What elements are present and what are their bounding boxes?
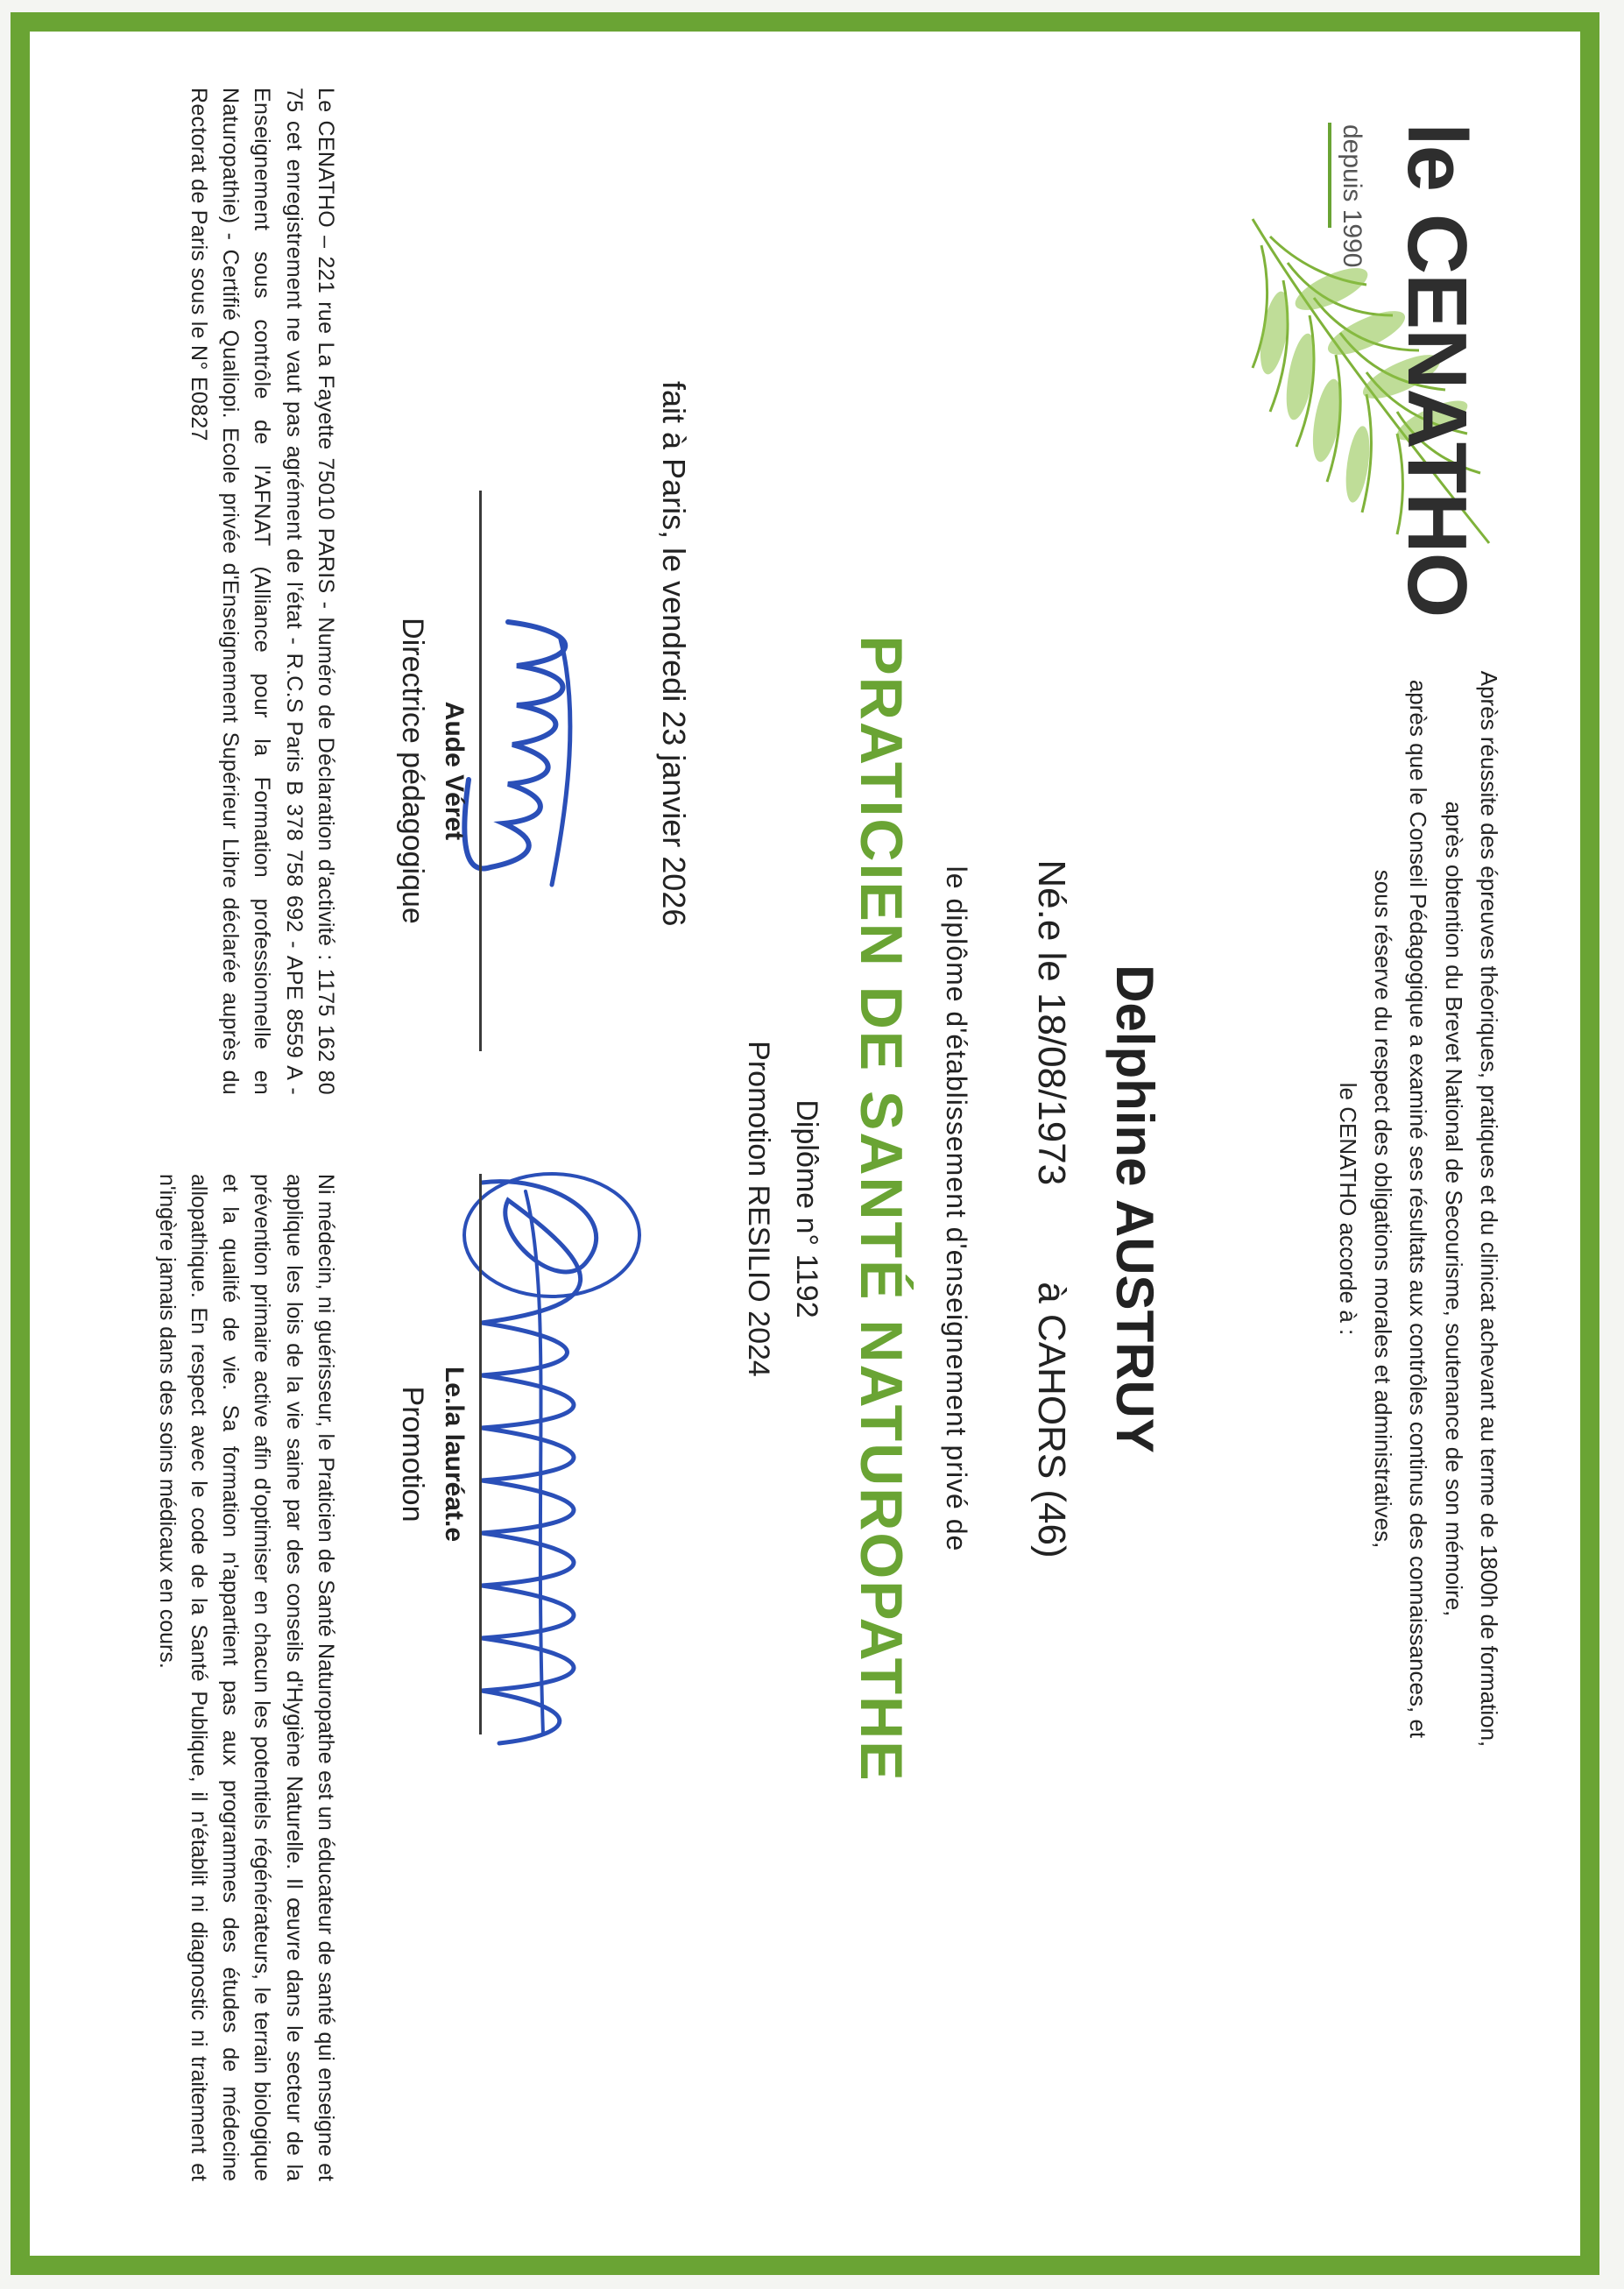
intro-text: [1331, 596, 1507, 1822]
brand-logo: le CENATHO: [1390, 123, 1484, 618]
intro-line: après que le Conseil Pédagogique a examiné ses résultats aux contrôles continus des connaissances, et: [1405, 679, 1432, 1739]
birth-date: Né.e le 18/08/1973: [1030, 859, 1073, 1186]
director-name: Aude Véret: [440, 701, 469, 841]
laureate-role: Promotion: [396, 1386, 429, 1522]
birth-place: à CAHORS (46): [1030, 1282, 1073, 1558]
diploma-title: PRATICIEN DE SANTÉ NATUROPATHE: [848, 635, 914, 1783]
intro-line: Après réussite des épreuves théoriques, pratiques et du clinicat achevant au terme de 1800h de formation,: [1476, 670, 1502, 1748]
brand-underline: [1328, 123, 1331, 228]
laureate-signature-line: [479, 1174, 482, 1734]
director-role: Directrice pédagogique: [396, 618, 429, 924]
diploma-number: Diplôme n° 1192: [790, 1099, 823, 1318]
brand-since: depuis 1990: [1338, 124, 1366, 268]
graduate-name: Delphine AUSTRUY: [1105, 964, 1164, 1453]
certificate: [61, 35, 1568, 2208]
director-signature-line: [479, 491, 482, 1051]
intro-line: après obtention du Brevet National de Secourisme, soutenance de son mémoire,: [1440, 801, 1467, 1617]
issue-date: fait à Paris, le vendredi 23 janvier 2026: [656, 381, 692, 927]
graduate-birth: [1029, 596, 1073, 1822]
legal-footer: Le CENATHO – 221 rue La Fayette 75010 PARIS - Numéro de Déclaration d'activité : 1175 162 80 75 cet enregistrement ne vaut pas agrément de l'état - R.C.S Paris B 378 758 692 - APE 8559 A - Enseignement sous contrôle de l'AFNAT (Alliance pour la Formation professionnelle en Naturopathie) - Certifié Qualiopi. Ecole privée d'Enseignement Supérieur Libre déclarée auprès du Rectorat de Paris sous le N° E0827: [187, 88, 338, 1095]
profession-description: Ni médecin, ni guérisseur, le Praticien de Santé Naturopathe est un éducateur de santé qui enseigne et applique les lois de la vie saine par des conseils d'Hygiène Naturelle. Il œuvre dans le secteur de la prévention primaire active afin d'optimiser en chacun les potentiels régénérateurs, le terrain biologique et la qualité de vie. Sa formation n'appartient pas aux programmes des études de médecine allopathique. En respect avec le code de la Santé Publique, il n'établit ni diagnostic ni traitement et n'ingère jamais dans des soins médicaux en cours.: [154, 1174, 338, 2181]
intro-line: le CENATHO accorde à :: [1334, 1082, 1361, 1336]
diploma-promotion: Promotion RESILIO 2024: [742, 1041, 775, 1377]
diploma-label: le diplôme d'établissement d'enseignement privé de: [941, 865, 972, 1552]
intro-line: sous réserve du respect des obligations morales et administratives,: [1370, 869, 1397, 1549]
laureate-label: Le.la lauréat.e: [440, 1366, 469, 1543]
